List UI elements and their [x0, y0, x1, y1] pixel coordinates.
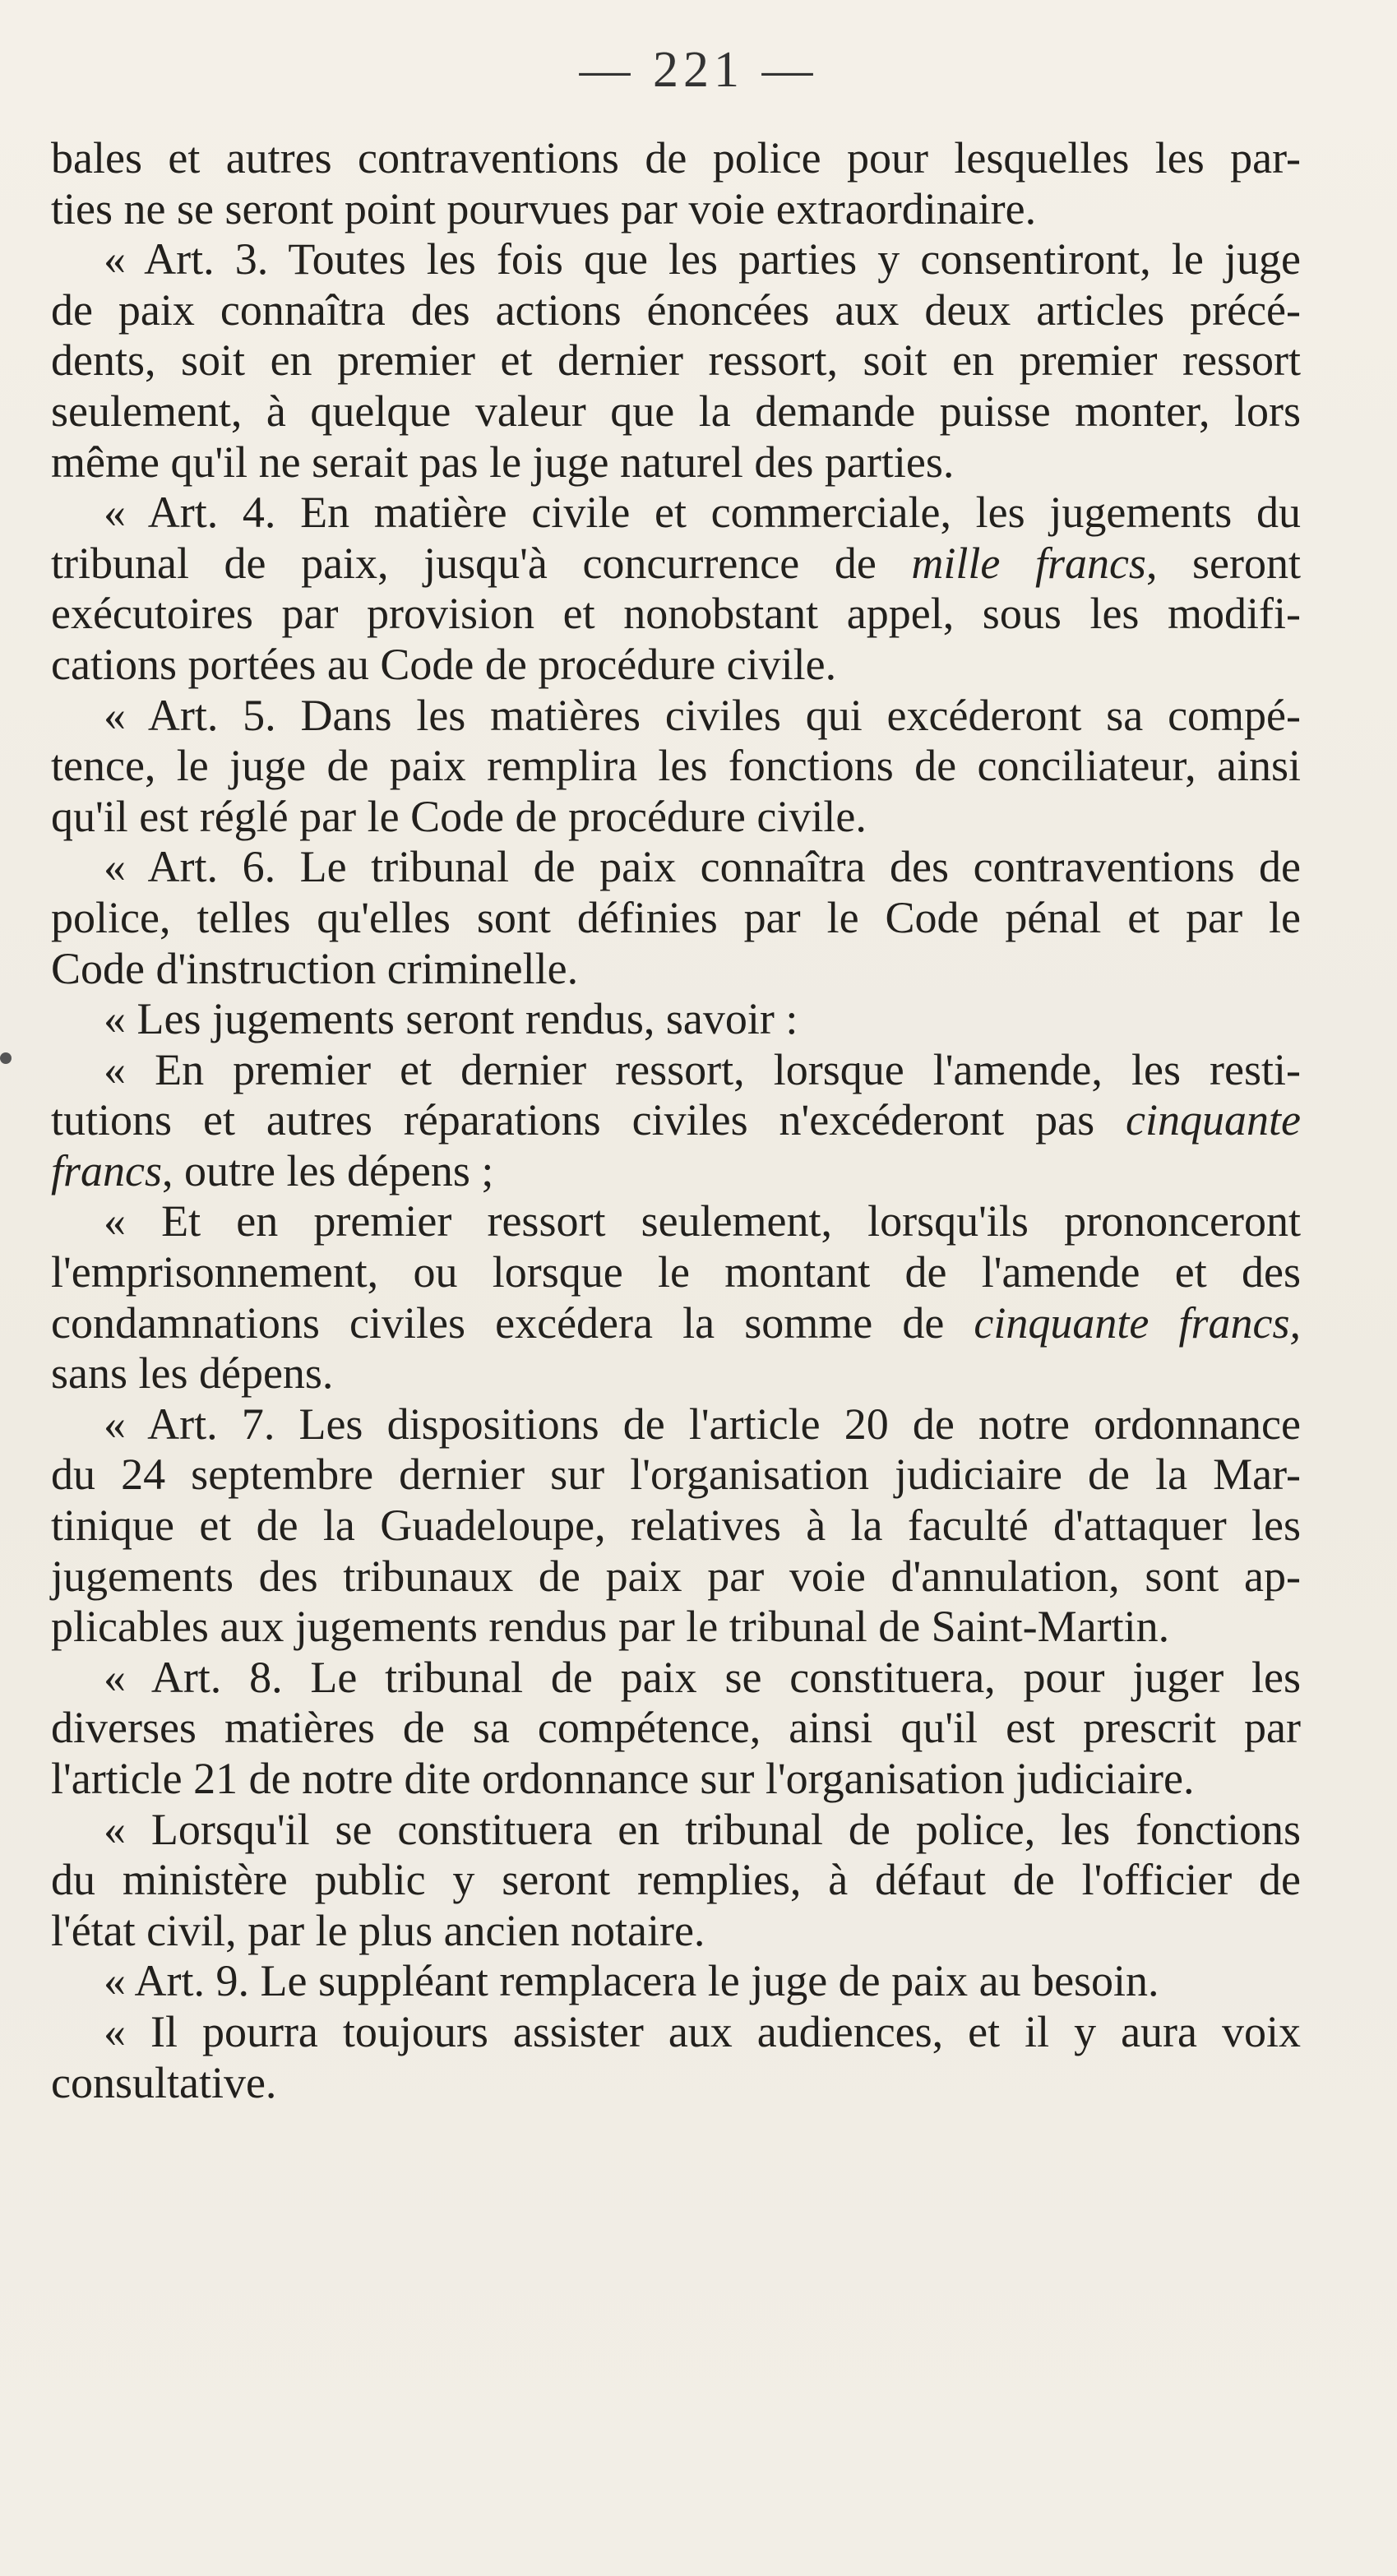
text-line: du 24 septembre dernier sur l'organisation judiciaire de la Mar- — [51, 1450, 1301, 1500]
text-line: ties ne se seront point pourvues par voie extraordinaire. — [51, 183, 1037, 234]
text-line: « En premier et dernier ressort, lorsque l'amende, les resti- — [104, 1044, 1301, 1094]
text-line: « Art. 7. Les dispositions de l'article 20 de notre ordonnance — [104, 1399, 1301, 1449]
text-line: « Art. 8. Le tribunal de paix se constituera, pour juger les — [104, 1652, 1301, 1702]
text-segment: tutions et autres réparations civiles n'excéderont pas — [51, 1095, 1126, 1145]
page-number: — 221 — — [579, 42, 818, 98]
text-line: exécutoires par provision et nonobstant appel, sous les modifi- — [51, 589, 1301, 639]
text-line: « Art. 9. Le suppléant remplacera le juge de paix au besoin. — [104, 1956, 1159, 2006]
text-line: l'état civil, par le plus ancien notaire. — [51, 1905, 705, 1955]
text-line: police, telles qu'elles sont définies par le Code pénal et par le — [51, 892, 1301, 942]
text-line: sans les dépens. — [51, 1348, 334, 1399]
ink-spot — [0, 1052, 12, 1064]
text-segment: condamnations civiles excédera la somme de — [51, 1297, 974, 1348]
text-line — [51, 1095, 1301, 1146]
text-line: « Lorsqu'il se constituera en tribunal de police, les fonctions — [104, 1804, 1301, 1854]
text-line: du ministère public y seront remplies, à défaut de l'officier de — [51, 1855, 1301, 1905]
text-line: Code d'instruction criminelle. — [51, 943, 579, 993]
text-line — [51, 539, 1301, 590]
italic-amount: cinquante francs, — [974, 1297, 1301, 1348]
text-segment: , seront — [1145, 538, 1302, 588]
text-line: même qu'il ne serait pas le juge naturel des parties. — [51, 437, 955, 487]
text-line: dents, soit en premier et dernier ressort, soit en premier ressort — [51, 335, 1301, 386]
italic-amount: cinquante — [1126, 1095, 1301, 1145]
text-segment: tribunal de paix, jusqu'à concurrence de — [51, 538, 912, 588]
text-line: « Les jugements seront rendus, savoir : — [104, 994, 798, 1044]
text-line: l'emprisonnement, ou lorsque le montant de l'amende et des — [51, 1247, 1301, 1297]
text-line: tence, le juge de paix remplira les fonctions de conciliateur, ainsi — [51, 741, 1301, 791]
text-line: qu'il est réglé par le Code de procédure civile. — [51, 791, 867, 841]
text-line: « Art. 5. Dans les matières civiles qui excéderont sa compé- — [104, 690, 1301, 740]
text-line: tinique et de la Guadeloupe, relatives à la faculté d'attaquer les — [51, 1501, 1301, 1551]
text-line — [51, 1146, 1301, 1197]
text-line: l'article 21 de notre dite ordonnance sur l'organisation judiciaire. — [51, 1754, 1195, 1803]
text-line: de paix connaîtra des actions énoncées aux deux articles précé- — [51, 284, 1301, 335]
text-line: diverses matières de sa compétence, ainsi qu'il est prescrit par — [51, 1703, 1301, 1753]
body-text — [51, 133, 1301, 2108]
italic-amount: francs — [51, 1145, 162, 1196]
text-line: « Art. 3. Toutes les fois que les parties y consentiront, le juge — [104, 234, 1301, 284]
text-line: bales et autres contraventions de police pour lesquelles les par- — [51, 133, 1301, 183]
text-line: cations portées au Code de procédure civile. — [51, 639, 837, 689]
text-line: jugements des tribunaux de paix par voie d'annulation, sont ap- — [51, 1551, 1301, 1601]
text-line: « Art. 4. En matière civile et commerciale, les jugements du — [104, 488, 1301, 538]
text-segment: , outre les dépens ; — [162, 1145, 494, 1196]
text-line — [51, 1298, 1301, 1349]
text-line: consultative. — [51, 2057, 277, 2107]
text-line: plicables aux jugements rendus par le tribunal de Saint-Martin. — [51, 1602, 1170, 1652]
text-line: « Et en premier ressort seulement, lorsqu'ils prononceront — [104, 1196, 1301, 1246]
text-line: « Il pourra toujours assister aux audiences, et il y aura voix — [104, 2006, 1301, 2056]
text-line: seulement, à quelque valeur que la demande puisse monter, lors — [51, 386, 1301, 436]
text-line: « Art. 6. Le tribunal de paix connaîtra des contraventions de — [104, 842, 1301, 892]
italic-amount: mille francs — [911, 538, 1146, 588]
